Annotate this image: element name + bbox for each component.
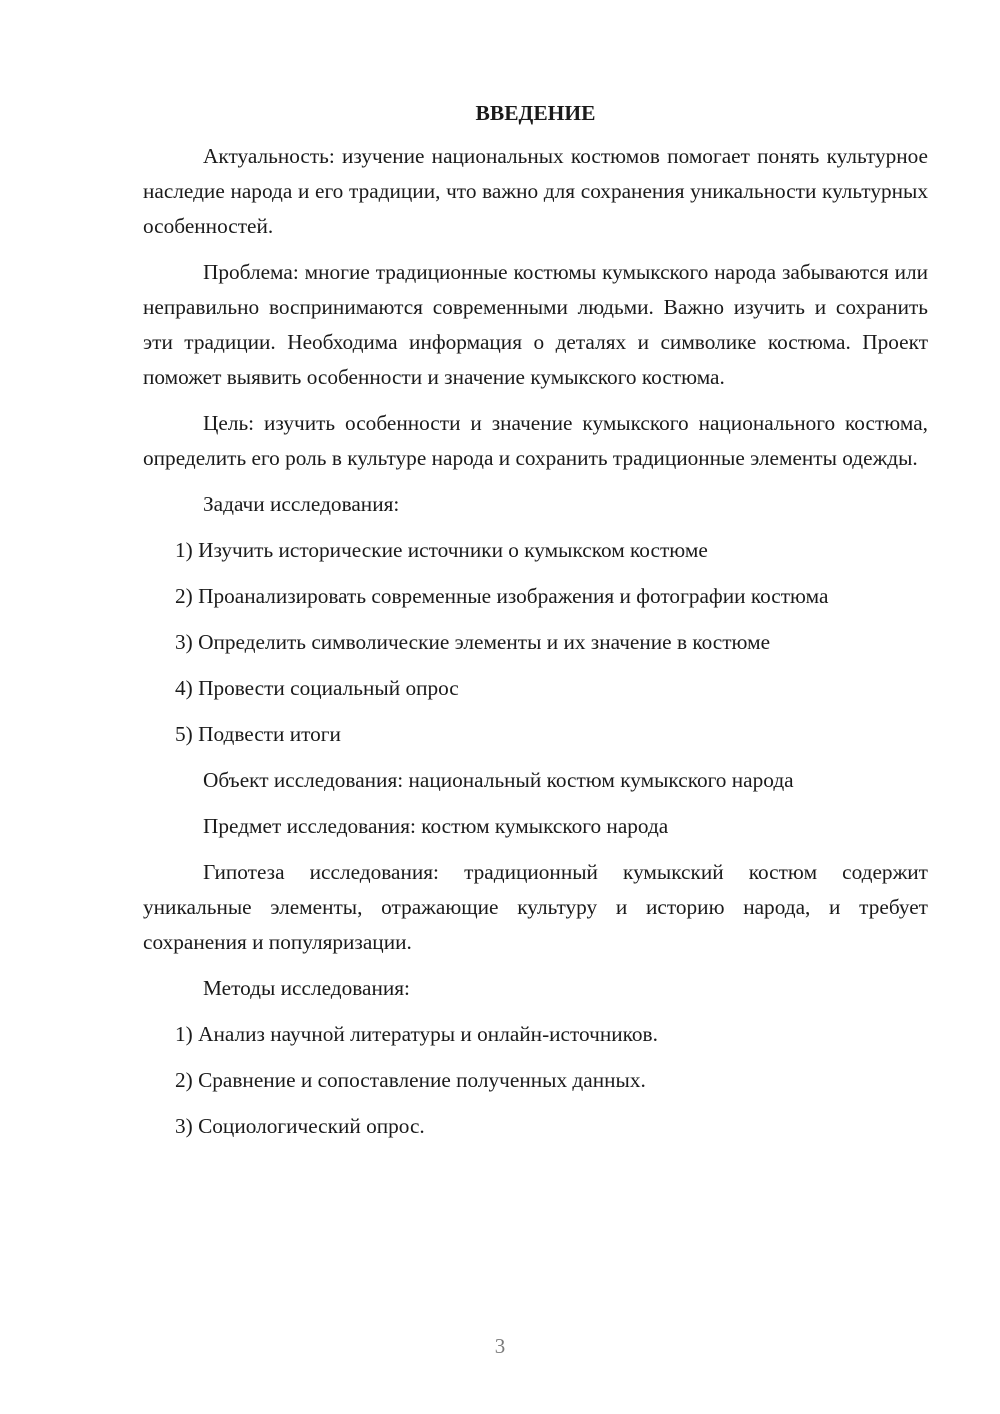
tasks-heading: Задачи исследования: xyxy=(203,492,400,516)
relevance-paragraph: Актуальность: изучение национальных костюмов помогает понять культурное наследие народа и его традиции, что важно для сохранения уникальности культурных особенностей. xyxy=(143,144,928,238)
task-item-3: 3) Определить символические элементы и их значение в костюме xyxy=(175,630,771,654)
goal-paragraph: Цель: изучить особенности и значение кумыкского национального костюма, определить его роль в культуре народа и сохранить традиционные элементы одежды. xyxy=(143,411,928,470)
method-item-2: 2) Сравнение и сопоставление полученных данных. xyxy=(175,1068,646,1092)
method-item-3: 3) Социологический опрос. xyxy=(175,1114,425,1138)
task-item-5: 5) Подвести итоги xyxy=(175,722,341,746)
methods-heading: Методы исследования: xyxy=(203,976,410,1000)
object-paragraph: Объект исследования: национальный костюм кумыкского народа xyxy=(203,768,794,792)
hypothesis-paragraph: Гипотеза исследования: традиционный кумыкский костюм содержит уникальные элементы, отражающие культуру и историю народа, и требует сохранения и популяризации. xyxy=(143,860,928,954)
document-body xyxy=(143,96,928,1155)
subject-paragraph: Предмет исследования: костюм кумыкского народа xyxy=(203,814,669,838)
task-item-2: 2) Проанализировать современные изображения и фотографии костюма xyxy=(175,584,829,608)
problem-paragraph: Проблема: многие традиционные костюмы кумыкского народа забываются или неправильно воспринимаются современными людьми. Важно изучить и сохранить эти традиции. Необходима информация о деталях и символике костюма. Проект поможет выявить особенности и значение кумыкского костюма. xyxy=(143,260,928,389)
task-item-4: 4) Провести социальный опрос xyxy=(175,676,459,700)
method-item-1: 1) Анализ научной литературы и онлайн-источников. xyxy=(175,1022,658,1046)
task-item-1: 1) Изучить исторические источники о кумыкском костюме xyxy=(175,538,708,562)
page-number: 3 xyxy=(494,1334,506,1358)
section-title: ВВЕДЕНИЕ xyxy=(475,101,596,125)
